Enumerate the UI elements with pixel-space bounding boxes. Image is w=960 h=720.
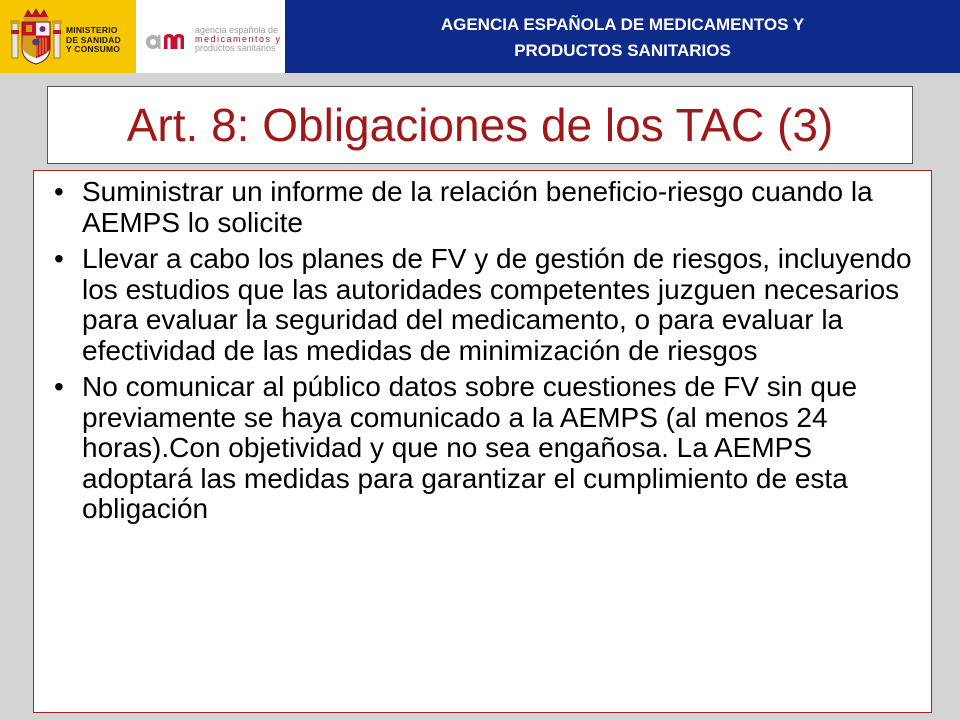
agency-title-line-2: PRODUCTOS SANITARIOS	[514, 40, 731, 60]
aemps-am-logo-icon	[145, 28, 191, 52]
agencia-line-1: agencia española de	[195, 25, 279, 35]
bullet-marker: •	[54, 371, 64, 402]
ministerio-line-1: MINISTERIO	[66, 25, 118, 35]
agencia-line-2: medicamentos y	[195, 34, 282, 44]
ministerio-line-2: DE SANIDAD	[66, 34, 121, 45]
ministerio-text	[66, 26, 121, 55]
bullet-item	[54, 177, 922, 238]
agency-title-bar	[285, 0, 960, 73]
bullet-text: No comunicar al público datos sobre cuestiones de FV sin que previamente se haya comunicado a la AEMPS (al menos 24 horas).Con objetividad y que no sea engañosa. La AEMPS adoptará las medidas para garantizar el cumplimiento de esta obligación	[82, 371, 858, 524]
bullet-item	[54, 244, 922, 366]
content-box	[33, 170, 932, 713]
header	[0, 0, 960, 73]
aemps-logo	[141, 6, 282, 68]
agencia-text	[195, 26, 282, 53]
agencia-line-3: productos sanitarios	[195, 43, 276, 53]
bullet-text: Suministrar un informe de la relación beneficio-riesgo cuando la AEMPS lo solicite	[82, 176, 873, 238]
bullet-marker: •	[54, 176, 64, 207]
ministerio-logo	[0, 0, 136, 73]
bullet-marker: •	[54, 243, 64, 274]
bullet-list	[54, 177, 922, 531]
spanish-coat-of-arms-icon	[10, 8, 62, 66]
agency-title-line-1: AGENCIA ESPAÑOLA DE MEDICAMENTOS Y	[440, 14, 805, 34]
ministerio-line-3: Y CONSUMO	[66, 44, 121, 54]
bullet-text: Llevar a cabo los planes de FV y de gestión de riesgos, incluyendo los estudios que las autoridades competentes juzguen necesarios para evaluar la seguridad del medicamento, o para evaluar la efectividad de las medidas de minimización de riesgos	[82, 243, 912, 366]
slide-title: Art. 8: Obligaciones de los TAC (3)	[47, 86, 913, 164]
bullet-item	[54, 372, 922, 525]
